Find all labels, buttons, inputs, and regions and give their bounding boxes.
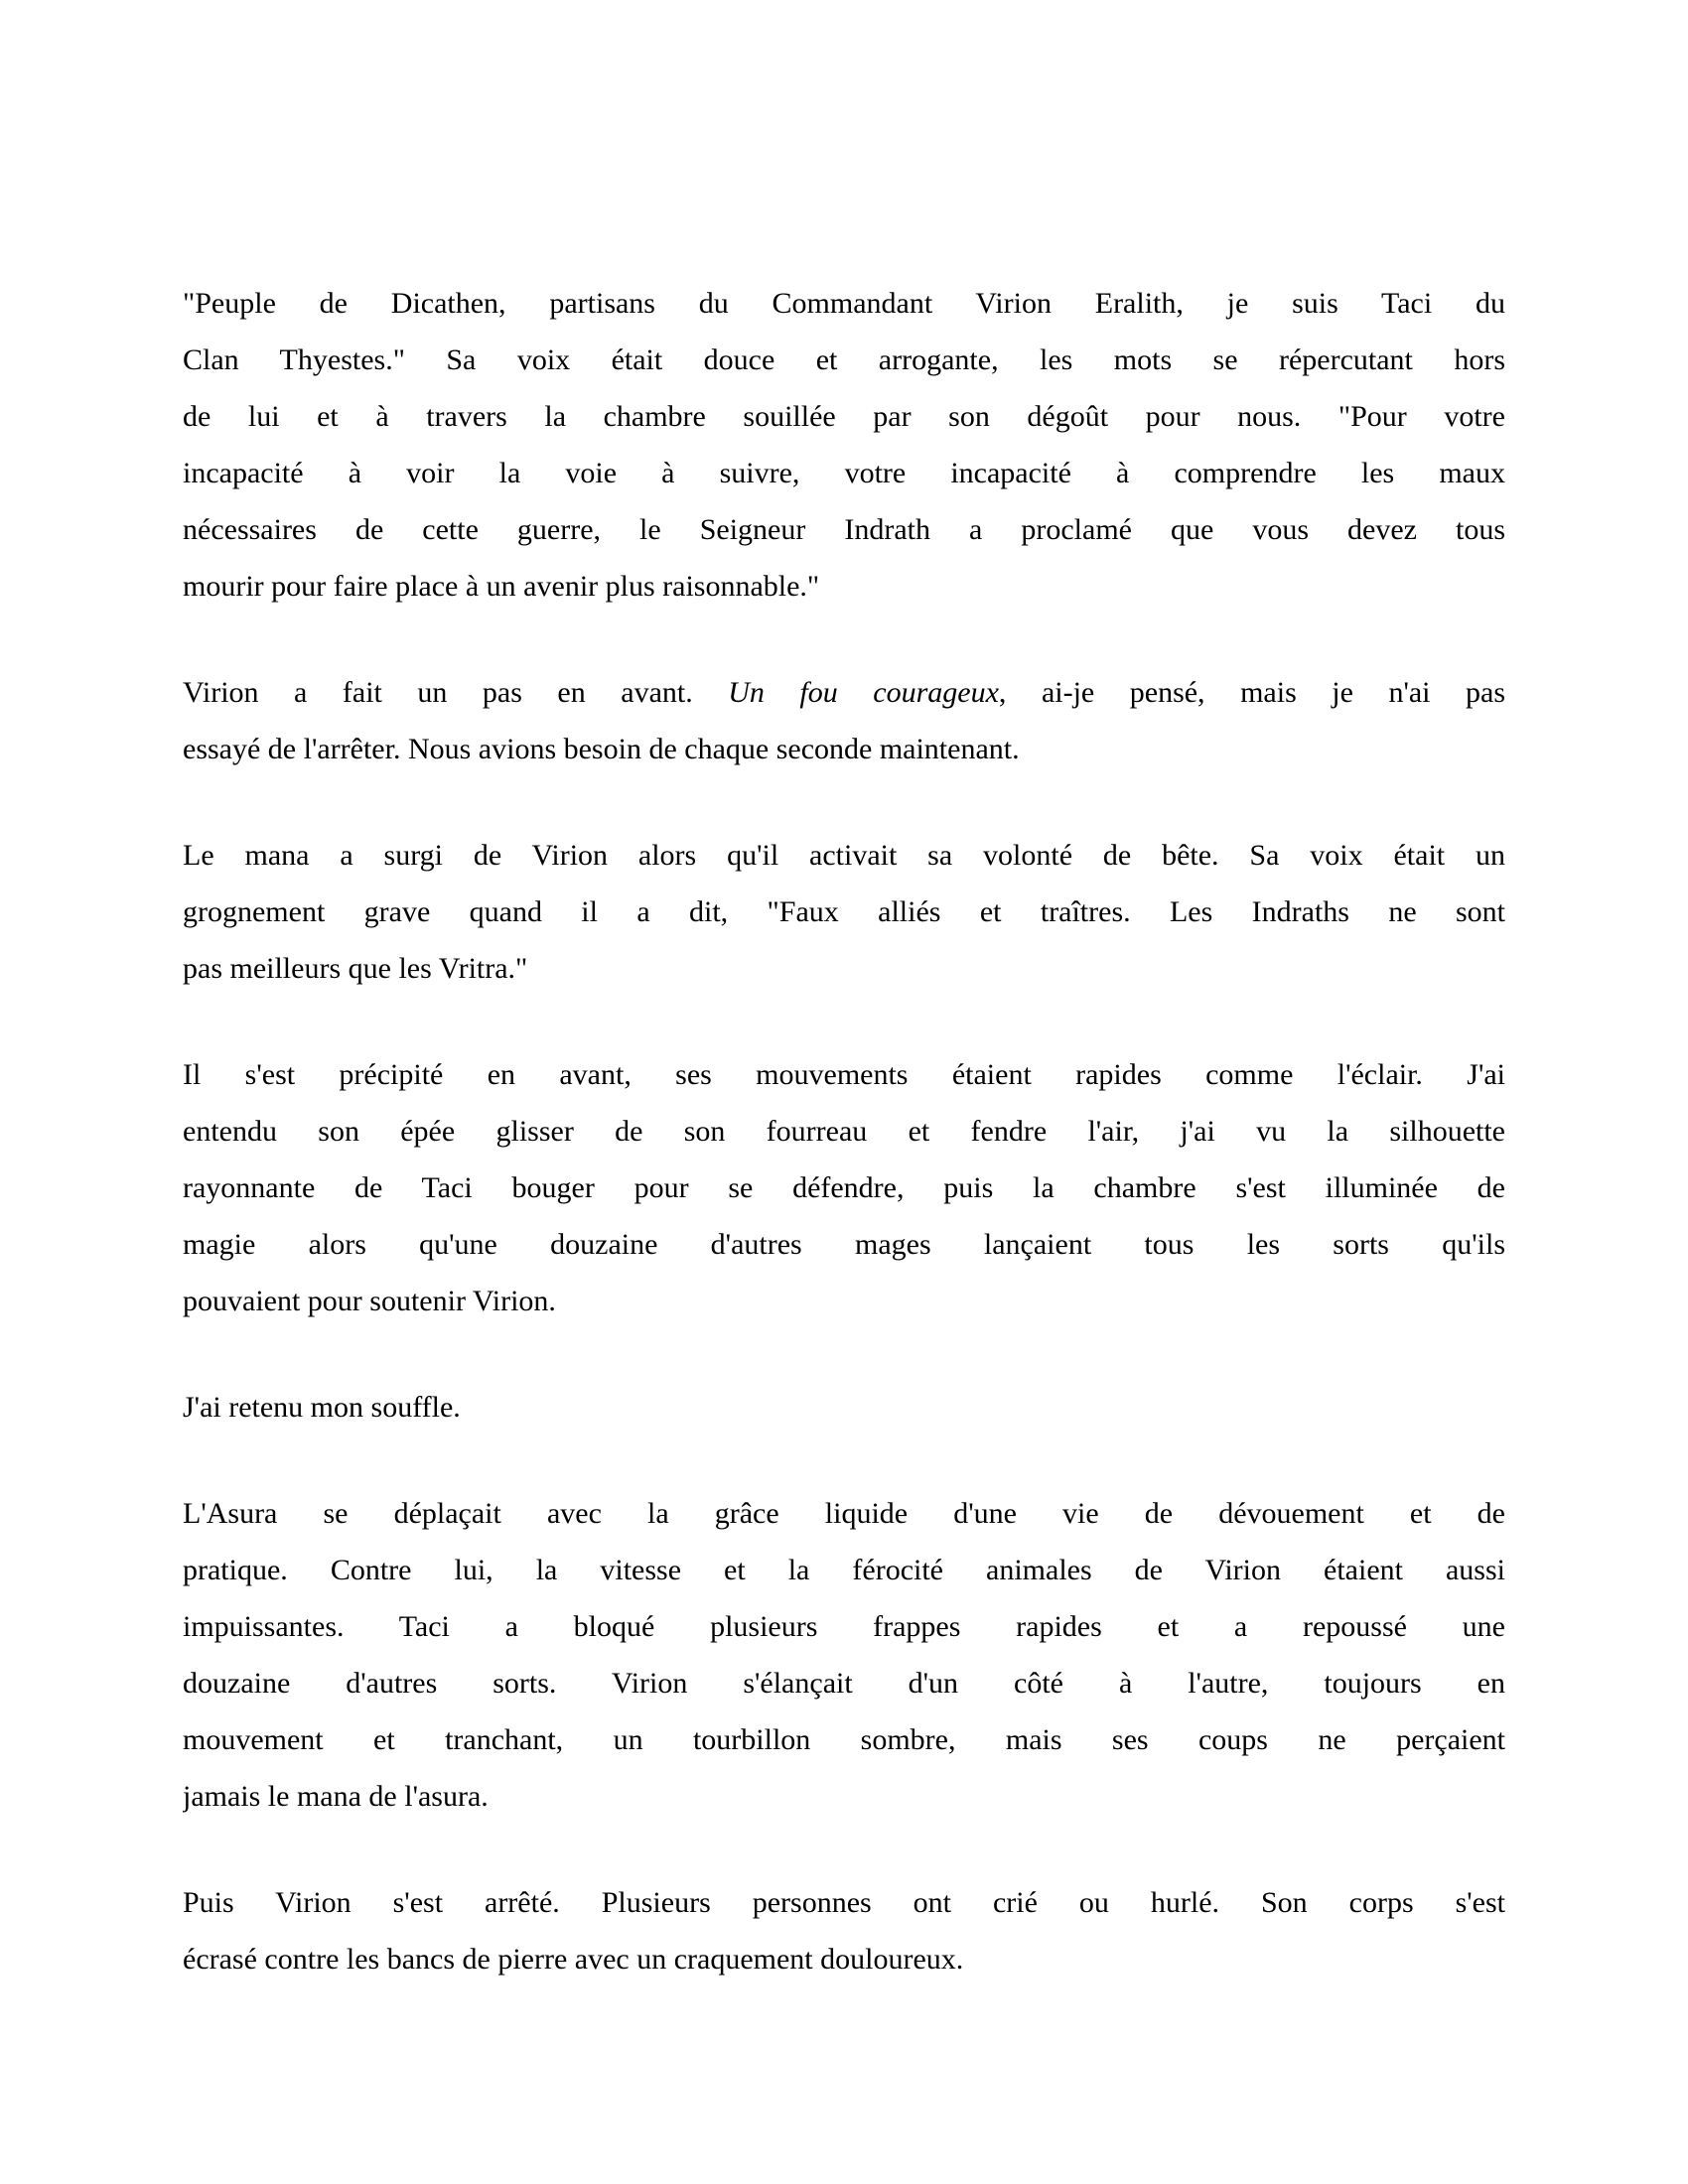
text-segment: douzaine d'autres sorts. Virion s'élançait d'un côté à l'autre, toujours en (183, 1667, 1505, 1700)
text-line (183, 1379, 1505, 1435)
text-line (183, 1046, 1505, 1103)
text-line (183, 1273, 1505, 1329)
text-line (183, 1874, 1505, 1931)
text-line (183, 1542, 1505, 1598)
text-segment: mourir pour faire place à un avenir plus raisonnable." (183, 570, 820, 603)
text-segment: pratique. Contre lui, la vitesse et la férocité animales de Virion étaient aussi (183, 1554, 1505, 1586)
text-segment: pas meilleurs que les Vritra." (183, 952, 528, 985)
text-segment: Il s'est précipité en avant, ses mouvements étaient rapides comme l'éclair. J'ai (183, 1058, 1505, 1091)
text-line (183, 664, 1505, 721)
text-line (183, 1655, 1505, 1711)
text-line (183, 1103, 1505, 1160)
text-line (183, 1711, 1505, 1768)
text-segment: rayonnante de Taci bouger pour se défendre, puis la chambre s'est illuminée de (183, 1171, 1505, 1204)
text-segment: jamais le mana de l'asura. (183, 1780, 489, 1813)
paragraph (183, 827, 1505, 997)
text-line (183, 884, 1505, 940)
italic-text-segment: Un fou courageux (728, 676, 999, 709)
text-content (183, 275, 1505, 1987)
text-segment: mouvement et tranchant, un tourbillon sombre, mais ses coups ne perçaient (183, 1723, 1505, 1756)
text-line (183, 721, 1505, 777)
text-line (183, 1931, 1505, 1987)
text-segment: Le mana a surgi de Virion alors qu'il activait sa volonté de bête. Sa voix était un (183, 839, 1505, 872)
paragraph (183, 664, 1505, 777)
text-segment: J'ai retenu mon souffle. (183, 1391, 461, 1424)
text-line (183, 940, 1505, 997)
text-line (183, 827, 1505, 884)
text-line (183, 275, 1505, 332)
text-segment: L'Asura se déplaçait avec la grâce liquide d'une vie de dévouement et de (183, 1497, 1505, 1530)
text-line (183, 1485, 1505, 1542)
text-line (183, 445, 1505, 501)
text-line (183, 501, 1505, 558)
text-segment: magie alors qu'une douzaine d'autres mages lançaient tous les sorts qu'ils (183, 1228, 1505, 1261)
text-segment: , ai-je pensé, mais je n'ai pas (998, 676, 1505, 709)
text-segment: grognement grave quand il a dit, "Faux alliés et traîtres. Les Indraths ne sont (183, 895, 1505, 928)
text-segment: essayé de l'arrêter. Nous avions besoin de chaque seconde maintenant. (183, 733, 1020, 765)
text-line (183, 332, 1505, 388)
text-segment: impuissantes. Taci a bloqué plusieurs frappes rapides et a repoussé une (183, 1610, 1505, 1643)
text-segment: incapacité à voir la voie à suivre, votre incapacité à comprendre les maux (183, 457, 1505, 489)
text-line (183, 1768, 1505, 1825)
text-segment: "Peuple de Dicathen, partisans du Commandant Virion Eralith, je suis Taci du (183, 287, 1505, 320)
text-segment: pouvaient pour soutenir Virion. (183, 1285, 556, 1317)
text-line (183, 1598, 1505, 1655)
paragraph (183, 1379, 1505, 1435)
paragraph (183, 275, 1505, 614)
text-segment: Virion a fait un pas en avant. (183, 676, 729, 709)
text-line (183, 1216, 1505, 1273)
paragraph (183, 1485, 1505, 1825)
text-segment: écrasé contre les bancs de pierre avec un craquement douloureux. (183, 1943, 964, 1976)
paragraph (183, 1046, 1505, 1329)
text-line (183, 1160, 1505, 1216)
text-segment: Clan Thyestes." Sa voix était douce et arrogante, les mots se répercutant hors (183, 343, 1505, 376)
paragraph (183, 1874, 1505, 1987)
text-line (183, 558, 1505, 614)
text-segment: entendu son épée glisser de son fourreau et fendre l'air, j'ai vu la silhouette (183, 1115, 1505, 1148)
text-segment: de lui et à travers la chambre souillée par son dégoût pour nous. "Pour votre (183, 400, 1505, 433)
text-line (183, 388, 1505, 445)
text-segment: nécessaires de cette guerre, le Seigneur Indrath a proclamé que vous devez tous (183, 513, 1505, 546)
text-segment: Puis Virion s'est arrêté. Plusieurs personnes ont crié ou hurlé. Son corps s'est (183, 1886, 1505, 1919)
